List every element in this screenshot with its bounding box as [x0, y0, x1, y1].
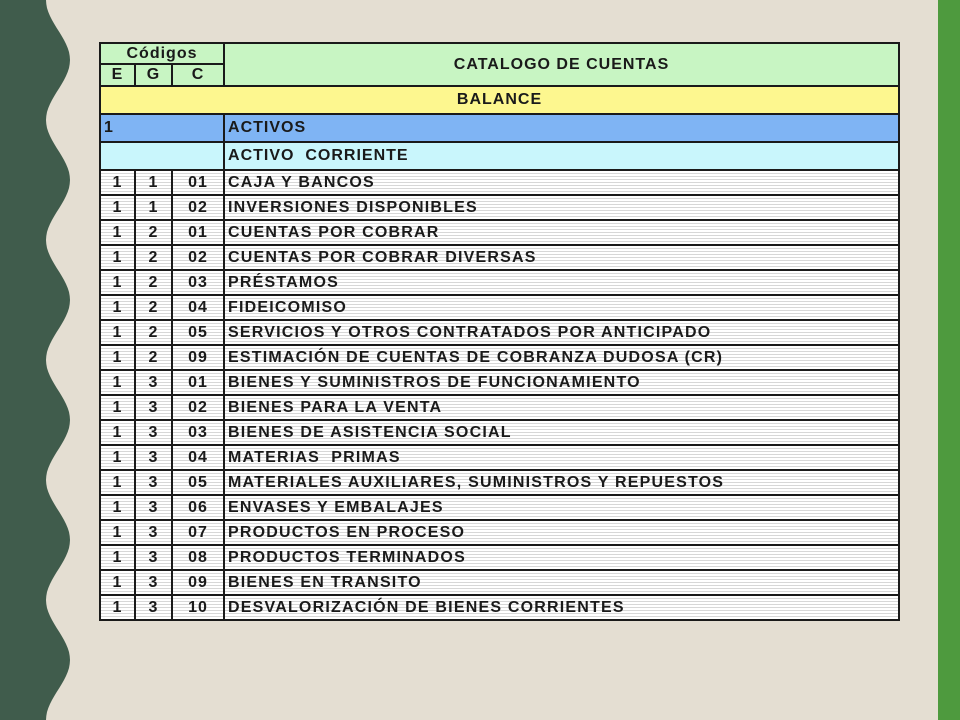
account-c-cell: 01 — [172, 170, 224, 195]
account-c-cell: 02 — [172, 245, 224, 270]
account-g-cell: 2 — [135, 320, 172, 345]
account-g-cell: 3 — [135, 420, 172, 445]
account-name-cell: CUENTAS POR COBRAR DIVERSAS — [224, 245, 899, 270]
account-g-cell: 3 — [135, 595, 172, 620]
account-e-cell: 1 — [100, 270, 135, 295]
account-e-cell: 1 — [100, 520, 135, 545]
account-g-cell: 3 — [135, 370, 172, 395]
account-c-cell: 06 — [172, 495, 224, 520]
account-name-cell: BIENES DE ASISTENCIA SOCIAL — [224, 420, 899, 445]
codigos-header: Códigos — [100, 43, 224, 64]
account-row — [100, 470, 899, 495]
account-e-cell: 1 — [100, 445, 135, 470]
account-e-cell: 1 — [100, 170, 135, 195]
account-g-cell: 1 — [135, 170, 172, 195]
account-g-cell: 2 — [135, 345, 172, 370]
account-row — [100, 320, 899, 345]
account-row — [100, 345, 899, 370]
account-g-cell: 2 — [135, 295, 172, 320]
account-g-cell: 2 — [135, 245, 172, 270]
account-row — [100, 395, 899, 420]
activo-corriente-label: ACTIVO CORRIENTE — [224, 142, 899, 170]
account-c-cell: 04 — [172, 295, 224, 320]
activos-label: ACTIVOS — [224, 114, 899, 142]
account-e-cell: 1 — [100, 570, 135, 595]
account-g-cell: 2 — [135, 270, 172, 295]
account-c-cell: 10 — [172, 595, 224, 620]
account-c-cell: 03 — [172, 270, 224, 295]
account-name-cell: ESTIMACIÓN DE CUENTAS DE COBRANZA DUDOSA (CR) — [224, 345, 899, 370]
account-g-cell: 1 — [135, 195, 172, 220]
account-row — [100, 420, 899, 445]
account-e-cell: 1 — [100, 195, 135, 220]
account-c-cell: 09 — [172, 345, 224, 370]
account-g-cell: 3 — [135, 495, 172, 520]
account-name-cell: MATERIAS PRIMAS — [224, 445, 899, 470]
account-name-cell: FIDEICOMISO — [224, 295, 899, 320]
account-e-cell: 1 — [100, 595, 135, 620]
account-e-cell: 1 — [100, 545, 135, 570]
account-e-cell: 1 — [100, 345, 135, 370]
account-g-cell: 3 — [135, 570, 172, 595]
account-g-cell: 3 — [135, 545, 172, 570]
account-c-cell: 02 — [172, 195, 224, 220]
account-name-cell: MATERIALES AUXILIARES, SUMINISTROS Y REPUESTOS — [224, 470, 899, 495]
activos-code: 1 — [100, 114, 224, 142]
account-row — [100, 270, 899, 295]
account-e-cell: 1 — [100, 220, 135, 245]
account-row — [100, 295, 899, 320]
account-row — [100, 545, 899, 570]
account-row — [100, 495, 899, 520]
account-name-cell: BIENES PARA LA VENTA — [224, 395, 899, 420]
account-c-cell: 09 — [172, 570, 224, 595]
account-e-cell: 1 — [100, 320, 135, 345]
activo-corriente-code-empty — [100, 142, 224, 170]
account-name-cell: PRODUCTOS TERMINADOS — [224, 545, 899, 570]
account-row — [100, 245, 899, 270]
account-name-cell: DESVALORIZACIÓN DE BIENES CORRIENTES — [224, 595, 899, 620]
account-row — [100, 595, 899, 620]
account-name-cell: BIENES EN TRANSITO — [224, 570, 899, 595]
account-row — [100, 170, 899, 195]
account-c-cell: 04 — [172, 445, 224, 470]
account-c-cell: 07 — [172, 520, 224, 545]
account-name-cell: BIENES Y SUMINISTROS DE FUNCIONAMIENTO — [224, 370, 899, 395]
account-c-cell: 02 — [172, 395, 224, 420]
left-wave-decoration — [0, 0, 80, 720]
account-row — [100, 370, 899, 395]
account-name-cell: PRÉSTAMOS — [224, 270, 899, 295]
account-e-cell: 1 — [100, 295, 135, 320]
column-header-e: E — [100, 64, 135, 86]
column-header-g: G — [135, 64, 172, 86]
account-g-cell: 2 — [135, 220, 172, 245]
account-g-cell: 3 — [135, 395, 172, 420]
account-c-cell: 05 — [172, 470, 224, 495]
account-row — [100, 445, 899, 470]
column-header-c: C — [172, 64, 224, 86]
account-g-cell: 3 — [135, 470, 172, 495]
account-c-cell: 01 — [172, 220, 224, 245]
account-row — [100, 570, 899, 595]
account-name-cell: CUENTAS POR COBRAR — [224, 220, 899, 245]
account-name-cell: PRODUCTOS EN PROCESO — [224, 520, 899, 545]
right-accent-bar — [938, 0, 960, 720]
balance-section-header: BALANCE — [100, 86, 899, 114]
account-c-cell: 03 — [172, 420, 224, 445]
account-name-cell: ENVASES Y EMBALAJES — [224, 495, 899, 520]
account-e-cell: 1 — [100, 370, 135, 395]
account-c-cell: 08 — [172, 545, 224, 570]
account-c-cell: 05 — [172, 320, 224, 345]
account-g-cell: 3 — [135, 520, 172, 545]
account-catalog-table — [99, 42, 900, 621]
account-e-cell: 1 — [100, 470, 135, 495]
account-e-cell: 1 — [100, 245, 135, 270]
account-c-cell: 01 — [172, 370, 224, 395]
account-name-cell: INVERSIONES DISPONIBLES — [224, 195, 899, 220]
account-e-cell: 1 — [100, 420, 135, 445]
account-e-cell: 1 — [100, 495, 135, 520]
account-row — [100, 195, 899, 220]
account-e-cell: 1 — [100, 395, 135, 420]
account-row — [100, 520, 899, 545]
catalog-title: CATALOGO DE CUENTAS — [224, 43, 899, 86]
account-name-cell: SERVICIOS Y OTROS CONTRATADOS POR ANTICIPADO — [224, 320, 899, 345]
account-g-cell: 3 — [135, 445, 172, 470]
account-name-cell: CAJA Y BANCOS — [224, 170, 899, 195]
account-row — [100, 220, 899, 245]
